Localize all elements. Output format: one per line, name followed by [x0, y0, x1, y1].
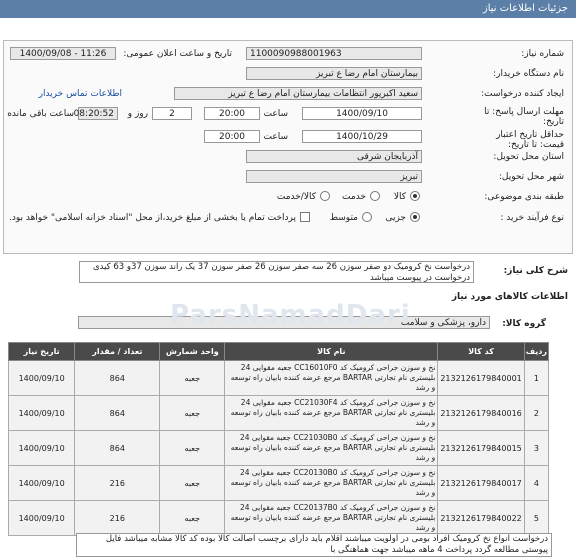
- creator-label: ایجاد کننده درخواست:: [481, 89, 564, 99]
- item-qty: 216: [75, 466, 160, 501]
- validity-time-label: ساعت: [263, 132, 288, 142]
- deadline-time-field[interactable]: 20:00: [204, 107, 260, 120]
- treasury-payment-checkbox[interactable]: [300, 212, 310, 222]
- goods-section-title: اطلاعات کالاهای مورد نیاز: [451, 292, 568, 302]
- need-no-label: شماره نیاز:: [521, 49, 564, 59]
- item-code: 2132126179840015: [438, 431, 524, 466]
- category-label: طبقه بندی موضوعی:: [484, 192, 564, 202]
- purchase-option-minor: جزیی: [385, 213, 406, 223]
- category-option-both: کالا/خدمت: [276, 192, 316, 202]
- province-label: استان محل تحویل:: [493, 152, 564, 162]
- item-qty: 864: [75, 431, 160, 466]
- purchase-option-medium: متوسط: [329, 213, 358, 223]
- item-unit: جعبه: [160, 466, 225, 501]
- col-qty: تعداد / مقدار: [75, 343, 160, 361]
- validity-time-field[interactable]: 20:00: [204, 130, 260, 143]
- col-row: ردیف: [524, 343, 548, 361]
- item-date: 1400/09/10: [9, 396, 75, 431]
- item-name: نخ و سوزن جراحی کرومیک کد CC16010F0 جعبه مقوایی 24 بلیستری نام تجارتی BARTAR مرجع عرضه کننده بابیان راه توسعه و رشد: [225, 361, 438, 396]
- item-name: نخ و سوزن جراحی کرومیک کد CC21030F4 جعبه مقوایی 24 بلیستری نام تجارتی BARTAR مرجع عرضه کننده بابیان راه توسعه و رشد: [225, 396, 438, 431]
- item-qty: 864: [75, 361, 160, 396]
- row-number: 5: [524, 501, 548, 536]
- city-label: شهر محل تحویل:: [498, 172, 564, 182]
- row-number: 1: [524, 361, 548, 396]
- item-date: 1400/09/10: [9, 361, 75, 396]
- page-title: جزئیات اطلاعات نیاز: [482, 3, 568, 14]
- purchase-label: نوع فرآیند خرید :: [500, 213, 564, 223]
- deadline-label: مهلت ارسال پاسخ: تا تاریخ:: [484, 107, 564, 127]
- item-code: 2132126179840017: [438, 466, 524, 501]
- city-field: تبریز: [246, 170, 422, 183]
- days-label: روز و: [127, 109, 148, 119]
- announce-label: تاریخ و ساعت اعلان عمومی:: [123, 49, 232, 59]
- item-unit: جعبه: [160, 396, 225, 431]
- footer-notes: درخواست انواع نخ کرومیک افراد بومی در اولویت میباشند اقلام باید دارای برچسب اصالت کالا بوده کد کالا مشابه میباشد فایل پیوستی مطالعه گردد پرداخت 4 ماهه میباشد جهت هماهنگی با: [76, 533, 552, 557]
- item-unit: جعبه: [160, 431, 225, 466]
- category-option-service: خدمت: [342, 192, 366, 202]
- col-name: نام کالا: [225, 343, 438, 361]
- treasury-payment-text: پرداخت تمام یا بخشی از مبلغ خرید،از محل "اسناد خزانه اسلامی" خواهد بود.: [8, 213, 296, 223]
- summary-text: درخواست نخ کرومیک دو صفر سوزن 26 سه صفر سوزن 26 صفر سوزن 37 یک راند سوزن 37و 63 کیدی درخواست در پیوست میباشد: [79, 261, 474, 283]
- province-field: آذربایجان شرقی: [246, 150, 422, 163]
- goods-group-field: دارو، پزشکی و سلامت: [78, 316, 490, 329]
- item-name: نخ و سوزن جراحی کرومیک کد CC20137B0 جعبه مقوایی 24 بلیستری نام تجارتی BARTAR مرجع عرضه کننده بابیان راه توسعه و رشد: [225, 501, 438, 536]
- announce-field: 1400/09/08 - 11:26: [10, 47, 116, 60]
- table-row[interactable]: [9, 501, 549, 536]
- summary-label: شرح کلی نیاز:: [503, 266, 568, 276]
- item-qty: 216: [75, 501, 160, 536]
- item-name: نخ و سوزن جراحی کرومیک کد CC21030B0 جعبه مقوایی 24 بلیستری نام تجارتی BARTAR مرجع عرضه کننده بابیان راه توسعه و رشد: [225, 431, 438, 466]
- table-row[interactable]: [9, 396, 549, 431]
- table-row[interactable]: [9, 361, 549, 396]
- row-number: 4: [524, 466, 548, 501]
- item-qty: 864: [75, 396, 160, 431]
- deadline-time-label: ساعت: [263, 109, 288, 119]
- category-radio-service[interactable]: [370, 191, 380, 201]
- contact-buyer-link[interactable]: اطلاعات تماس خریدار: [38, 89, 122, 99]
- watermark: ParsNamadDari: [170, 300, 411, 330]
- days-remaining-field: 2: [152, 107, 192, 120]
- validity-label: حداقل تاریخ اعتبار قیمت: تا تاریخ:: [496, 130, 564, 150]
- time-remaining-field: 08:20:52: [78, 107, 118, 120]
- row-number: 3: [524, 431, 548, 466]
- category-option-goods: کالا: [393, 192, 406, 202]
- col-unit: واحد شمارش: [160, 343, 225, 361]
- col-date: تاریخ نیاز: [9, 343, 75, 361]
- col-code: کد کالا: [438, 343, 524, 361]
- category-radio-both[interactable]: [320, 191, 330, 201]
- item-unit: جعبه: [160, 501, 225, 536]
- item-code: 2132126179840022: [438, 501, 524, 536]
- row-number: 2: [524, 396, 548, 431]
- goods-table: [8, 342, 549, 536]
- table-row[interactable]: [9, 431, 549, 466]
- item-name: نخ و سوزن جراحی کرومیک کد CC20130B0 جعبه مقوایی 24 بلیستری نام تجارتی BARTAR مرجع عرضه کننده بابیان راه توسعه و رشد: [225, 466, 438, 501]
- time-remaining-label: ساعت باقی مانده: [7, 109, 74, 119]
- page-header: [0, 0, 576, 18]
- creator-field: سعید اکبرپور انتظامات بیمارستان امام رضا ع تبریز: [174, 87, 422, 100]
- item-code: 2132126179840016: [438, 396, 524, 431]
- item-date: 1400/09/10: [9, 501, 75, 536]
- buyer-field: بیمارستان امام رضا ع تبریز: [246, 67, 422, 80]
- details-panel: [3, 40, 573, 254]
- buyer-label: نام دستگاه خریدار:: [493, 69, 564, 79]
- need-no-field: 1100090988001963: [246, 47, 422, 60]
- item-date: 1400/09/10: [9, 466, 75, 501]
- table-row[interactable]: [9, 466, 549, 501]
- purchase-radio-medium[interactable]: [362, 212, 372, 222]
- validity-date-field[interactable]: 1400/10/29: [302, 130, 422, 143]
- purchase-radio-minor[interactable]: [410, 212, 420, 222]
- goods-group-label: گروه کالا:: [502, 319, 546, 329]
- category-radio-goods[interactable]: [410, 191, 420, 201]
- item-code: 2132126179840001: [438, 361, 524, 396]
- item-date: 1400/09/10: [9, 431, 75, 466]
- deadline-date-field[interactable]: 1400/09/10: [302, 107, 422, 120]
- item-unit: جعبه: [160, 361, 225, 396]
